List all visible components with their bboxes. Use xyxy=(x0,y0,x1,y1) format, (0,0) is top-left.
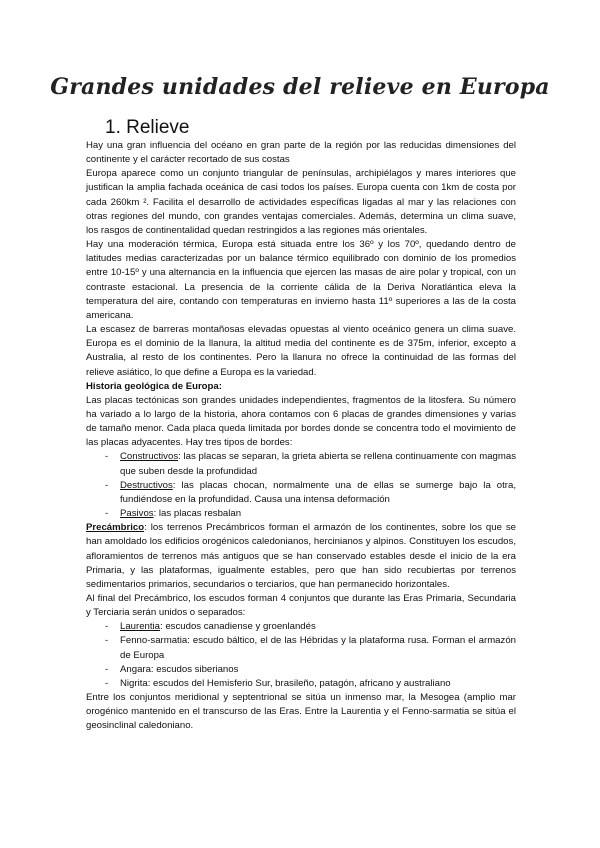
precambrico-text: : los terrenos Precámbricos forman el armazón de los continentes, sobre los que se han amoldado los edificios orogénicos caledonianos, hercinianos y alpinos. Constituyen los escudos, afloramientos de terrenos más antiguos que se han conservado estables desde el inicio de la era Primaria, y las plataformas, igualmente estables, pero que han sido recubiertas por terrenos sedimentarios primarios, secundarios o terciarios, que han permanecido horizontales. xyxy=(86,522,516,590)
list-text: : escudos canadiense y groenlandés xyxy=(160,621,316,633)
list-text: : las placas resbalan xyxy=(153,508,242,520)
list-marker: - xyxy=(105,663,109,675)
list-text: : las placas se separan, la grieta abierta se rellena continuamente con magmas que suben desde la profundidad xyxy=(120,451,516,477)
conjuntos-list xyxy=(86,620,516,691)
precambrico-label: Precámbrico xyxy=(86,522,145,534)
paragraph: La escasez de barreras montañosas elevadas opuestas al viento oceánico genera un clima suave. Europa es el dominio de la llanura, la altitud media del continente es de 375m, inferior, excepto a Australia, al resto de los continentes. Pero la llanura no ofrece la continuidad de las formas del relieve asiático, lo que define a Europa es la variedad. xyxy=(86,324,516,378)
paragraph: Hay una moderación térmica, Europa está situada entre los 36º y los 70º, quedando dentro de latitudes medias caracterizadas por un balance térmico equilibrado con dominio de los promedios entre 10-15º y una alternancia en la influencia que ejercen las masas de aire polar y tropical, con un contraste estacional. La presencia de la corriente cálida de la Deriva Noratlántica eleva la temperatura del aire, contando con temperaturas en invierno hasta 11º superiores a las de la costa americana. xyxy=(86,239,516,321)
bordes-list xyxy=(86,450,516,521)
section-heading: 1. Relieve xyxy=(105,117,190,138)
paragraph: Hay una gran influencia del océano en gran parte de la región por las reducidas dimensiones del continente y el carácter recortado de sus costas xyxy=(86,140,516,166)
list-item xyxy=(86,620,516,634)
list-marker: - xyxy=(105,621,109,633)
list-marker: - xyxy=(105,479,109,491)
list-term: Destructivos xyxy=(120,479,173,491)
list-text: : las placas chocan, normalmente una de ellas se sumerge bajo la otra, fundiéndose en la profundidad. Causa una intensa deformación xyxy=(120,479,516,505)
paragraph: Las placas tectónicas son grandes unidades independientes, fragmentos de la litosfera. Su número ha variado a lo largo de la historia, ahora contamos con 6 placas de grandes dimensiones y varias de tamaño menor. Cada placa queda limitada por bordes donde se concentra todo el movimiento de las placas adyacentes. Hay tres tipos de bordes: xyxy=(86,394,516,449)
list-term: Laurentia xyxy=(120,621,161,633)
list-item xyxy=(86,507,516,521)
paragraph-precambrico xyxy=(86,521,516,592)
paragraph: Entre los conjuntos meridional y septentrional se sitúa un inmenso mar, la Mesogea (amplio mar orogénico mantenido en el transcurso de las Eras. Entre la Laurentia y el Fenno-sarmatia se sitúa el geosinclinal caledoniano. xyxy=(86,692,516,732)
paragraph: Europa aparece como un conjunto triangular de penínsulas, archipiélagos y mares interiores que justifican la amplia fachada oceánica de casi todos los países. Europa cuenta con 1km de costa por cada 260km ². Facilita el desarrollo de actividades específicas ligadas al mar y las relaciones con otras regiones del mundo, con grandes ventajas comerciales. Además, determina un clima suave, los rasgos de continentalidad quedan restringidos a las regiones más orientales. xyxy=(86,168,516,236)
list-item xyxy=(86,479,516,507)
list-text: Nigrita: escudos del Hemisferio Sur, brasileño, patagón, africano y australiano xyxy=(120,677,451,689)
list-item xyxy=(86,634,516,662)
list-marker: - xyxy=(105,635,109,647)
list-text: Fenno-sarmatia: escudo báltico, el de las Hébridas y la plataforma rusa. Forman el armazón de Europa xyxy=(120,635,516,661)
document-body xyxy=(86,139,516,734)
list-text: Angara: escudos siberianos xyxy=(120,663,239,675)
list-marker: - xyxy=(105,508,109,520)
list-marker: - xyxy=(105,451,109,463)
subheading-historia: Historia geológica de Europa: xyxy=(86,380,222,392)
list-item xyxy=(86,677,516,691)
list-term: Pasivos xyxy=(120,508,154,520)
list-marker: - xyxy=(105,677,109,689)
list-item xyxy=(86,663,516,677)
list-term: Constructivos xyxy=(120,451,179,463)
list-item xyxy=(86,450,516,478)
page-title: Grandes unidades del relieve en Europa xyxy=(50,74,550,100)
paragraph: Al final del Precámbrico, los escudos forman 4 conjuntos que durante las Eras Primaria, Secundaria y Terciaria serán unidos o separados: xyxy=(86,593,516,619)
